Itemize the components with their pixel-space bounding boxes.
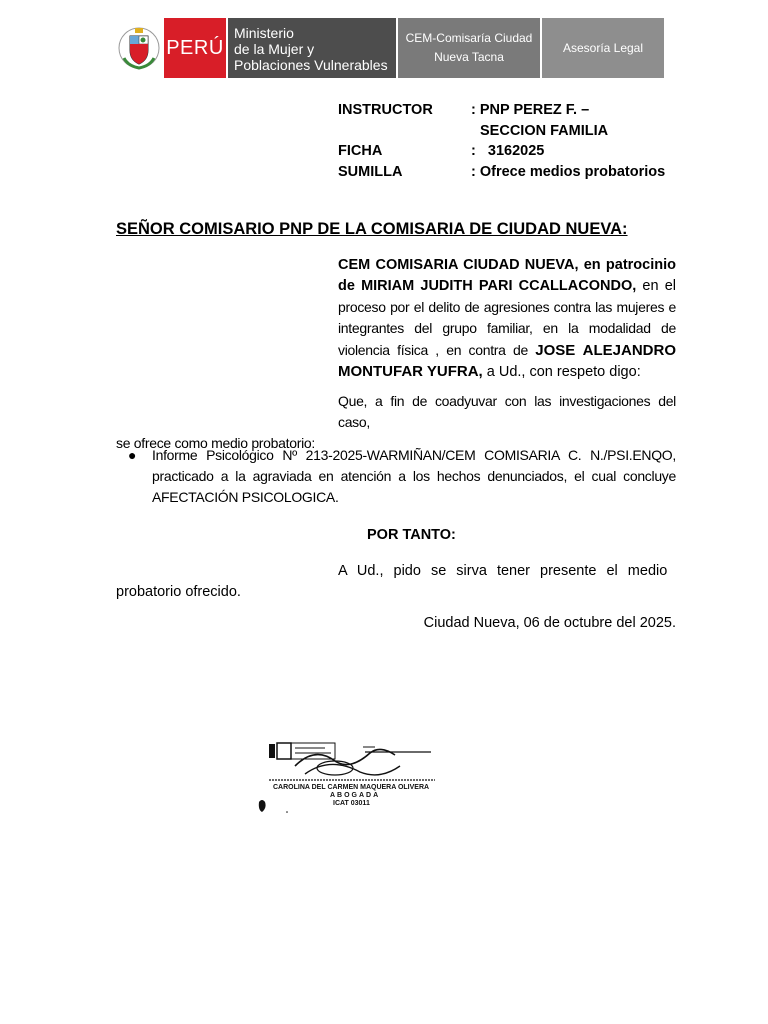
signature-stamp <box>255 736 440 822</box>
peru-coat-of-arms-icon <box>116 18 162 78</box>
header-banner <box>116 18 664 78</box>
instructor-label: INSTRUCTOR <box>338 102 433 118</box>
ministry-name <box>226 18 396 78</box>
request-paragraph <box>116 561 676 603</box>
document-date: Ciudad Nueva, 06 de octubre del 2025. <box>423 615 676 631</box>
evidence-intro: Que, a fin de coadyuvar con las investigaciones del caso, <box>338 393 676 430</box>
ministry-line-3: Poblaciones Vulnerables <box>234 57 388 73</box>
evidence-rest: se ofrece como medio probatorio: <box>116 435 315 451</box>
ministry-line-1: Ministerio <box>234 25 294 41</box>
intro-paragraph <box>338 255 676 383</box>
svg-text:CAROLINA DEL CARMEN MAQUERA OL: CAROLINA DEL CARMEN MAQUERA OLIVERA <box>273 784 430 791</box>
office-line-1: CEM-Comisaría Ciudad <box>405 31 533 45</box>
svg-text:ICAT 03011: ICAT 03011 <box>333 800 370 807</box>
sumilla-label: SUMILLA <box>338 163 403 180</box>
instructor-section: SECCION FAMILIA <box>480 122 609 139</box>
ficha-value: : 3162025 <box>471 143 545 159</box>
document-heading: SEÑOR COMISARIO PNP DE LA COMISARIA DE CIUDAD NUEVA: <box>116 220 628 238</box>
text-span: a Ud., con respeto digo: <box>482 363 641 380</box>
sumilla-value: : Ofrece medios probatorios <box>471 163 666 180</box>
office-line-2: Nueva Tacna <box>434 50 504 64</box>
request-rest: probatorio ofrecido. <box>116 584 241 600</box>
svg-text:ABOGADA: ABOGADA <box>330 792 381 799</box>
case-info <box>338 100 665 182</box>
petitioner-text: CEM COMISARIA CIUDAD NUEVA, en patrocinio de MIRIAM JUDITH PARI CCALLACONDO, <box>338 257 676 294</box>
text-span: en el <box>636 277 676 294</box>
por-tanto-heading: POR TANTO: <box>367 527 456 543</box>
evidence-list-item <box>128 445 676 507</box>
section-name: Asesoría Legal <box>542 18 664 78</box>
office-name <box>398 18 540 78</box>
defendant-name: JOSE ALEJANDRO MONTUFAR YUFRA, <box>338 342 676 380</box>
bullet-icon: ● <box>128 447 137 463</box>
ministry-line-2: de la Mujer y <box>234 41 315 57</box>
evidence-item-text: Informe Psicológico Nº 213-2025-WARMIÑAN/CEM COMISARIA C. N./PSI.ENQO, practicado a la agraviada en atención a los hechos denunciados, el cual concluye AFECTACIÓN PSICOLOGICA. <box>152 447 676 505</box>
ficha-label: FICHA <box>338 143 383 159</box>
request-intro: A Ud., pido se sirva tener presente el medio <box>338 563 668 579</box>
peru-label: PERÚ <box>164 18 226 78</box>
text-span: proceso por el delito de agresiones contra las mujeres e integrantes del grupo familiar, en la modalidad de violencia física , en contra de <box>338 298 676 359</box>
instructor-value: : PNP PEREZ F. – <box>471 102 590 118</box>
